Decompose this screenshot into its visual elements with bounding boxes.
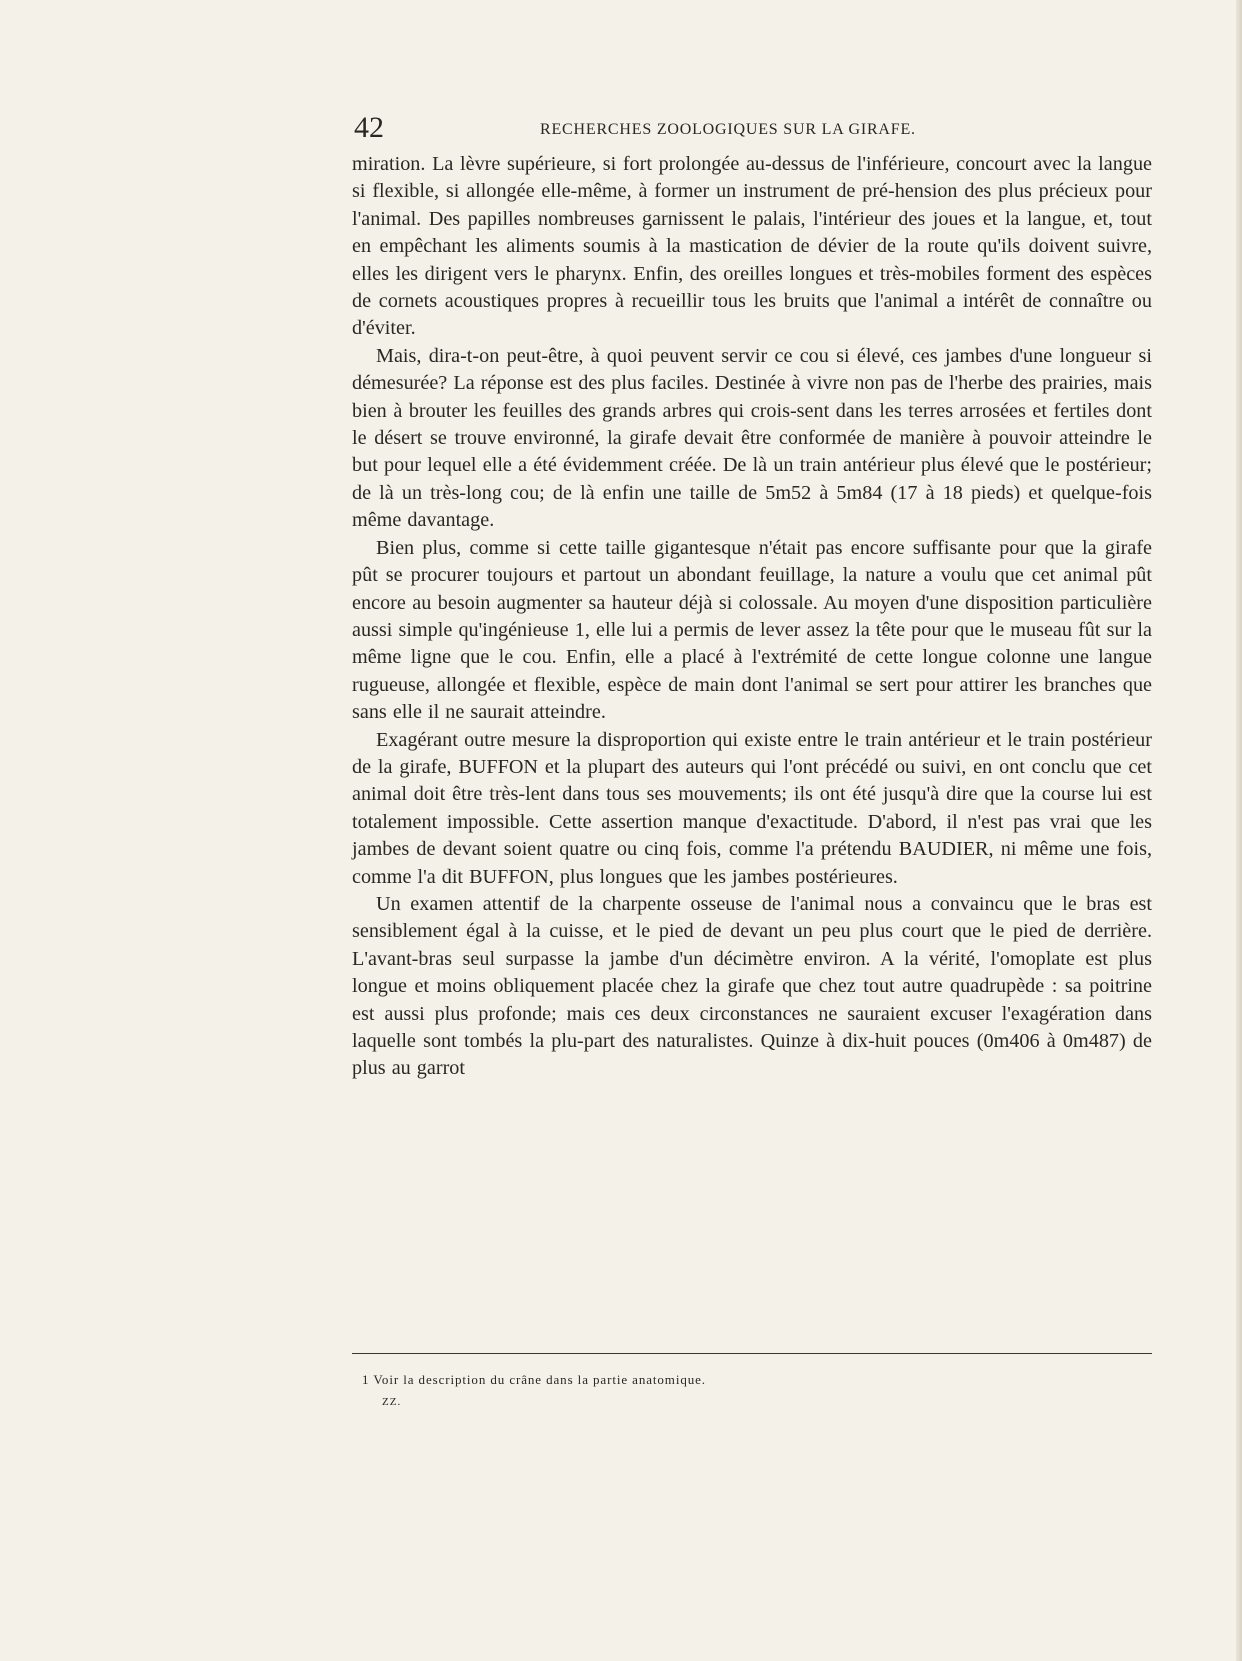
page-header: [352, 111, 1152, 145]
page-number: 42: [354, 111, 384, 144]
signature-mark: ZZ.: [382, 1396, 402, 1408]
paragraph: Bien plus, comme si cette taille gigantesque n'était pas encore suffisante pour que la girafe pût se procurer toujours et partout un abondant feuillage, la nature a voulu que cet animal pût encore au besoin augmenter sa hauteur déjà si colossale. Au moyen d'une disposition particulière aussi simple qu'ingénieuse 1, elle lui a permis de lever assez la tête pour que le museau fût sur la même ligne que le cou. Enfin, elle a placé à l'extrémité de cette longue colonne une langue rugueuse, allongée et flexible, espèce de main dont l'animal se sert pour attirer les branches que sans elle il ne saurait atteindre.: [352, 536, 1152, 724]
paragraph: Mais, dira-t-on peut-être, à quoi peuvent servir ce cou si élevé, ces jambes d'une longueur si démesurée? La réponse est des plus faciles. Destinée à vivre non pas de l'herbe des prairies, mais bien à brouter les feuilles des grands arbres qui crois-sent dans les terres arrosées et fertiles dont le désert se trouve environné, la girafe devait être conformée de manière à pouvoir atteindre le but pour lequel elle a été évidemment créée. De là un train antérieur plus élevé que le postérieur; de là un très-long cou; de là enfin une taille de 5m52 à 5m84 (17 à 18 pieds) et quelque-fois même davantage.: [352, 344, 1152, 532]
page-edge: [1236, 0, 1242, 1661]
paragraph: Exagérant outre mesure la disproportion qui existe entre le train antérieur et le train postérieur de la girafe, BUFFON et la plupart des auteurs qui l'ont précédé ou suivi, en ont conclu que cet animal doit être très-lent dans tous ses mouvements; ils ont été jusqu'à dire que la course lui est totalement impossible. Cette assertion manque d'exactitude. D'abord, il n'est pas vrai que les jambes de devant soient quatre ou cinq fois, comme l'a prétendu BAUDIER, ni même une fois, comme l'a dit BUFFON, plus longues que les jambes postérieures.: [352, 728, 1152, 888]
running-title: RECHERCHES ZOOLOGIQUES SUR LA GIRAFE.: [540, 121, 916, 138]
paragraph: miration. La lèvre supérieure, si fort prolongée au-dessus de l'inférieure, concourt avec la langue si flexible, si allongée elle-même, à former un instrument de pré-hension des plus précieux pour l'animal. Des papilles nombreuses garnissent le palais, l'intérieur des joues et la langue, et, tout en empêchant les aliments soumis à la mastication de dévier de la route qu'ils doivent suivre, elles les dirigent vers le pharynx. Enfin, des oreilles longues et très-mobiles forment des espèces de cornets acoustiques propres à recueillir tous les bruits que l'animal a intérêt de connaître ou d'éviter.: [352, 153, 1152, 340]
paragraph: Un examen attentif de la charpente osseuse de l'animal nous a convaincu que le bras est sensiblement égal à la cuisse, et le pied de devant un peu plus court que le pied de derrière. L'avant-bras seul surpasse la jambe d'un décimètre environ. A la vérité, l'omoplate est plus longue et moins obliquement placée chez la girafe que chez tout autre quadrupède : sa poitrine est aussi plus profonde; mais ces deux circonstances ne sauraient excuser l'exagération dans laquelle sont tombés la plu-part des naturalistes. Quinze à dix-huit pouces (0m406 à 0m487) de plus au garrot: [352, 892, 1152, 1080]
footnote-divider: [352, 1353, 1152, 1354]
footnote: 1 Voir la description du crâne dans la partie anatomique.: [362, 1372, 706, 1387]
body-text: [352, 151, 1152, 1083]
